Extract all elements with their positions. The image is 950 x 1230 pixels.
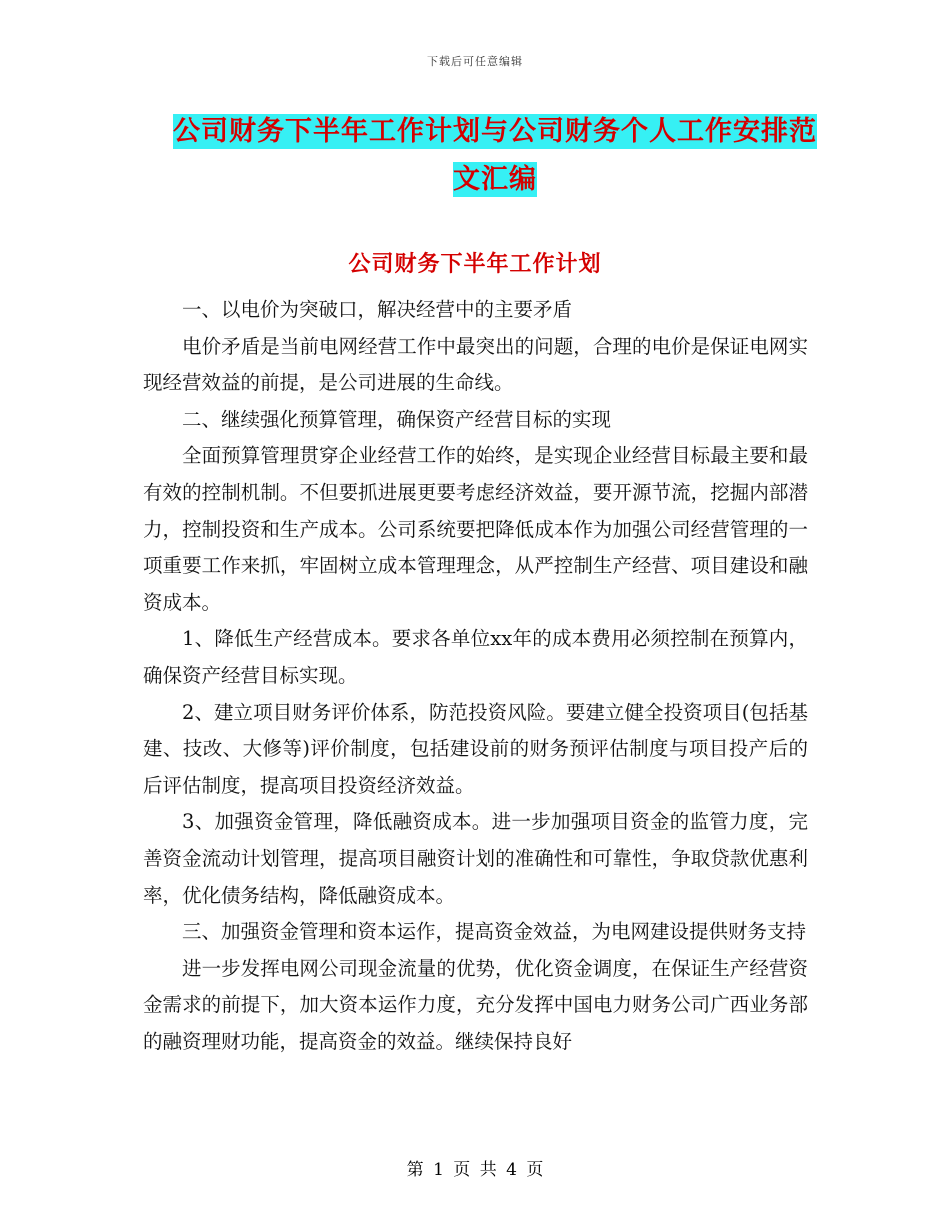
section-title: 公司财务下半年工作计划 — [348, 252, 602, 277]
page-header-note: 下载后可任意编辑 — [427, 55, 523, 68]
paragraph: 全面预算管理贯穿企业经营工作的始终，是实现企业经营目标最主要和最有效的控制机制。不但要抓进展更要考虑经济效益，要开源节流，挖掘内部潜力，控制投资和生产成本。公司系统要把降低成本作为加强公司经营管理的一项重要工作来抓，牢固树立成本管理理念，从严控制生产经营、项目建设和融资成本。 — [143, 444, 808, 614]
paragraph: 进一步发挥电网公司现金流量的优势，优化资金调度，在保证生产经营资金需求的前提下，加大资本运作力度，充分发挥中国电力财务公司广西业务部的融资理财功能，提高资金的效益。继续保持良好 — [143, 956, 808, 1053]
paragraph: 2、建立项目财务评价体系，防范投资风险。要建立健全投资项目(包括基建、技改、大修等)评价制度，包括建设前的财务预评估制度与项目投产后的后评估制度，提高项目投资经济效益。 — [143, 700, 808, 797]
page-number-footer: 第 1 页 共 4 页 — [406, 1160, 544, 1180]
document-title — [150, 108, 840, 204]
paragraph: 1、降低生产经营成本。要求各单位xx年的成本费用必须控制在预算内，确保资产经营目标实现。 — [143, 627, 808, 687]
paragraph: 3、加强资金管理，降低融资成本。进一步加强项目资金的监管力度，完善资金流动计划管理，提高项目融资计划的准确性和可靠性，争取贷款优惠利率，优化债务结构，降低融资成本。 — [143, 810, 808, 907]
document-body — [143, 292, 808, 1060]
paragraph: 一、以电价为突破口，解决经营中的主要矛盾 — [182, 298, 573, 321]
paragraph: 三、加强资金管理和资本运作，提高资金效益，为电网建设提供财务支持 — [182, 920, 807, 944]
document-title-line-1: 公司财务下半年工作计划与公司财务个人工作安排范 — [173, 116, 817, 147]
document-title-line-2: 文汇编 — [453, 164, 537, 195]
paragraph: 电价矛盾是当前电网经营工作中最突出的问题，合理的电价是保证电网实现经营效益的前提，是公司进展的生命线。 — [143, 334, 808, 395]
paragraph: 二、继续强化预算管理，确保资产经营目标的实现 — [182, 407, 612, 431]
